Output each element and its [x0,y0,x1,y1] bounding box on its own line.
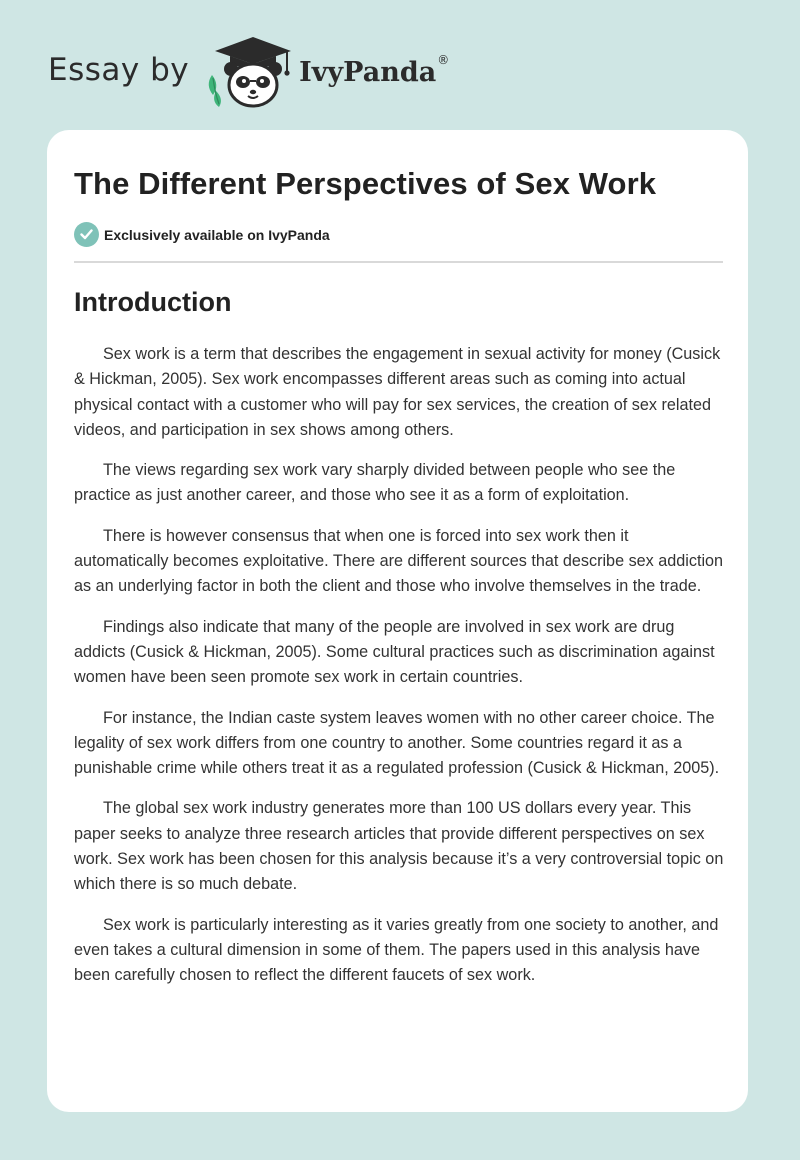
paragraph: Findings also indicate that many of the people are involved in sex work are drug addicts (Cusick & Hickman, 2005). Some cultural practices such as discrimination against women have been seen promote sex work in certain countries. [74,617,715,687]
section-heading: Introduction [74,287,232,317]
page-title: The Different Perspectives of Sex Work [74,166,657,201]
article-body [74,342,726,1004]
paragraph: The views regarding sex work vary sharply divided between people who see the practice as just another career, and those who see it as a form of exploitation. [74,461,676,505]
brand-header[interactable] [48,30,449,110]
brand-name: IvyPanda [299,56,437,88]
paragraph: For instance, the Indian caste system leaves women with no other career choice. The legality of sex work differs from one country to another. Some countries regard it as a punishable crime while others treat it as a regulated profession (Cusick & Hickman, 2005). [74,708,720,778]
badge-text: Exclusively available on IvyPanda [104,226,330,243]
registered-mark: ® [437,53,450,67]
paragraph: The global sex work industry generates more than 100 US dollars every year. This paper seeks to analyze three research articles that provide different perspectives on sex work. Sex work has been chosen for this analysis because it’s a very controversial topic on which there is so much debate. [74,799,724,894]
divider [74,261,723,263]
brand-prefix: Essay by [48,52,190,88]
article-card [47,130,748,1112]
check-icon [74,222,99,247]
panda-graduate-icon [203,31,299,109]
paragraph: Sex work is particularly interesting as it varies greatly from one society to another, and even takes a cultural dimension in some of them. The papers used in this analysis have been carefully chosen to reflect the different faucets of sex work. [74,915,719,985]
paragraph: Sex work is a term that describes the engagement in sexual activity for money (Cusick & Hickman, 2005). Sex work encompasses different areas such as coming into actual physical contact with a customer who will pay for sex services, the creation of sex related videos, and participation in sex shows among others. [74,345,721,439]
exclusive-badge [74,222,330,247]
paragraph: There is however consensus that when one is forced into sex work then it automatically becomes exploitative. There are different sources that describe sex addiction as an underlying factor in both the client and those who involve themselves in the trade. [74,526,724,596]
